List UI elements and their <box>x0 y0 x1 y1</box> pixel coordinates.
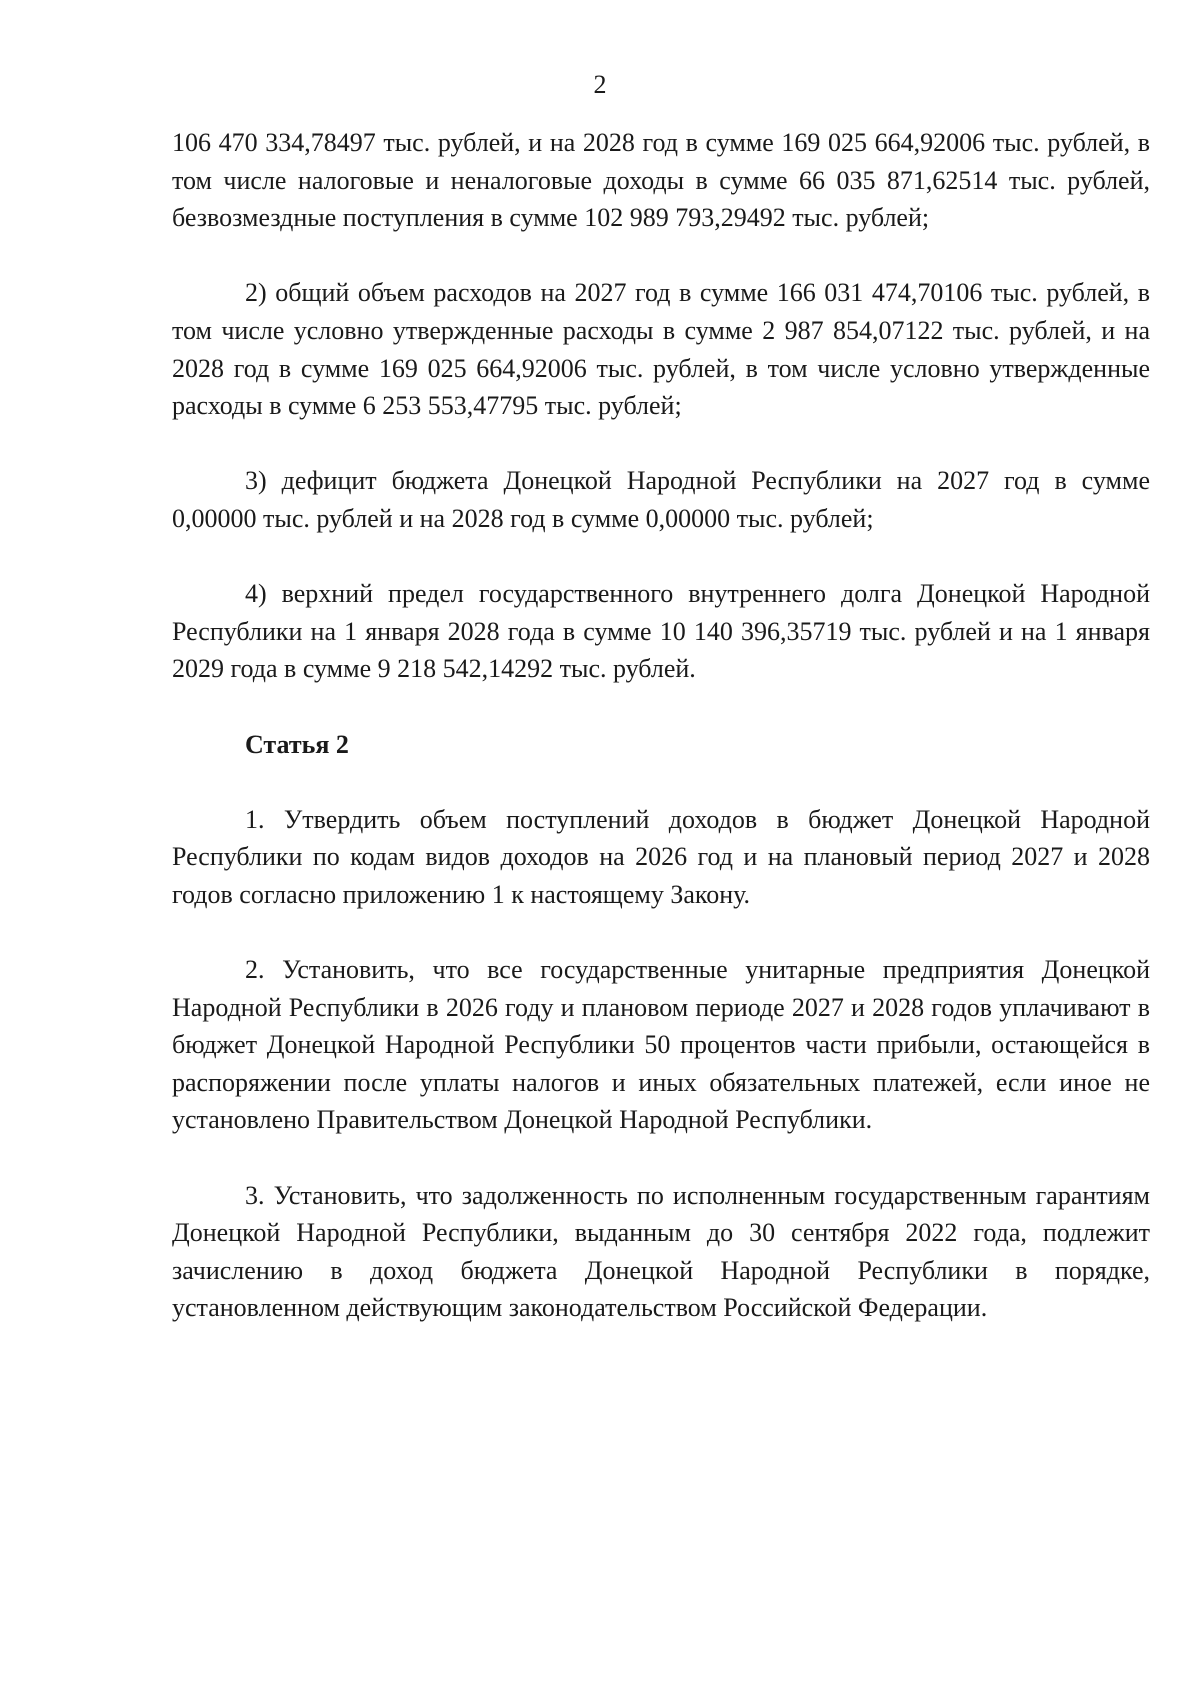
page-number: 2 <box>593 70 607 99</box>
paragraph-article2-item3: 3. Установить, что задолженность по исполненным государственным гарантиям Донецкой Народной Республики, выданным до 30 сентября 2022 года, подлежит зачислению в доход бюджета Донецкой Народной Республики в порядке, установленном действующим законодательством Российской Федерации. <box>172 1180 1150 1323</box>
paragraph-deficit: 3) дефицит бюджета Донецкой Народной Республики на 2027 год в сумме 0,00000 тыс. рублей и на 2028 год в сумме 0,00000 тыс. рублей; <box>172 466 1150 533</box>
paragraph-debt-limit: 4) верхний предел государственного внутреннего долга Донецкой Народной Республики на 1 января 2028 года в сумме 10 140 396,35719 тыс. рублей и на 1 января 2029 года в сумме 9 218 542,14292 тыс. рублей. <box>172 579 1150 684</box>
paragraph-expenditure: 2) общий объем расходов на 2027 год в сумме 166 031 474,70106 тыс. рублей, в том числе условно утвержденные расходы в сумме 2 987 854,07122 тыс. рублей, и на 2028 год в сумме 169 025 664,92006 тыс. рублей, в том числе условно утвержденные расходы в сумме 6 253 553,47795 тыс. рублей; <box>172 278 1150 421</box>
paragraph-article2-item2: 2. Установить, что все государственные унитарные предприятия Донецкой Народной Республики в 2026 году и плановом периоде 2027 и 2028 годов уплачивают в бюджет Донецкой Народной Республики 50 процентов части прибыли, остающейся в распоряжении после уплаты налогов и иных обязательных платежей, если иное не установлено Правительством Донецкой Народной Республики. <box>172 955 1150 1135</box>
document-body <box>172 124 1150 1365</box>
paragraph-article2-item1: 1. Утвердить объем поступлений доходов в бюджет Донецкой Народной Республики по кодам видов доходов на 2026 год и на плановый период 2027 и 2028 годов согласно приложению 1 к настоящему Закону. <box>172 804 1150 909</box>
article-heading: Статья 2 <box>245 729 349 759</box>
paragraph-revenue-continuation: 106 470 334,78497 тыс. рублей, и на 2028 год в сумме 169 025 664,92006 тыс. рублей, в том числе налоговые и неналоговые доходы в сумме 66 035 871,62514 тыс. рублей, безвозмездные поступления в сумме 102 989 793,29492 тыс. рублей; <box>172 128 1150 233</box>
